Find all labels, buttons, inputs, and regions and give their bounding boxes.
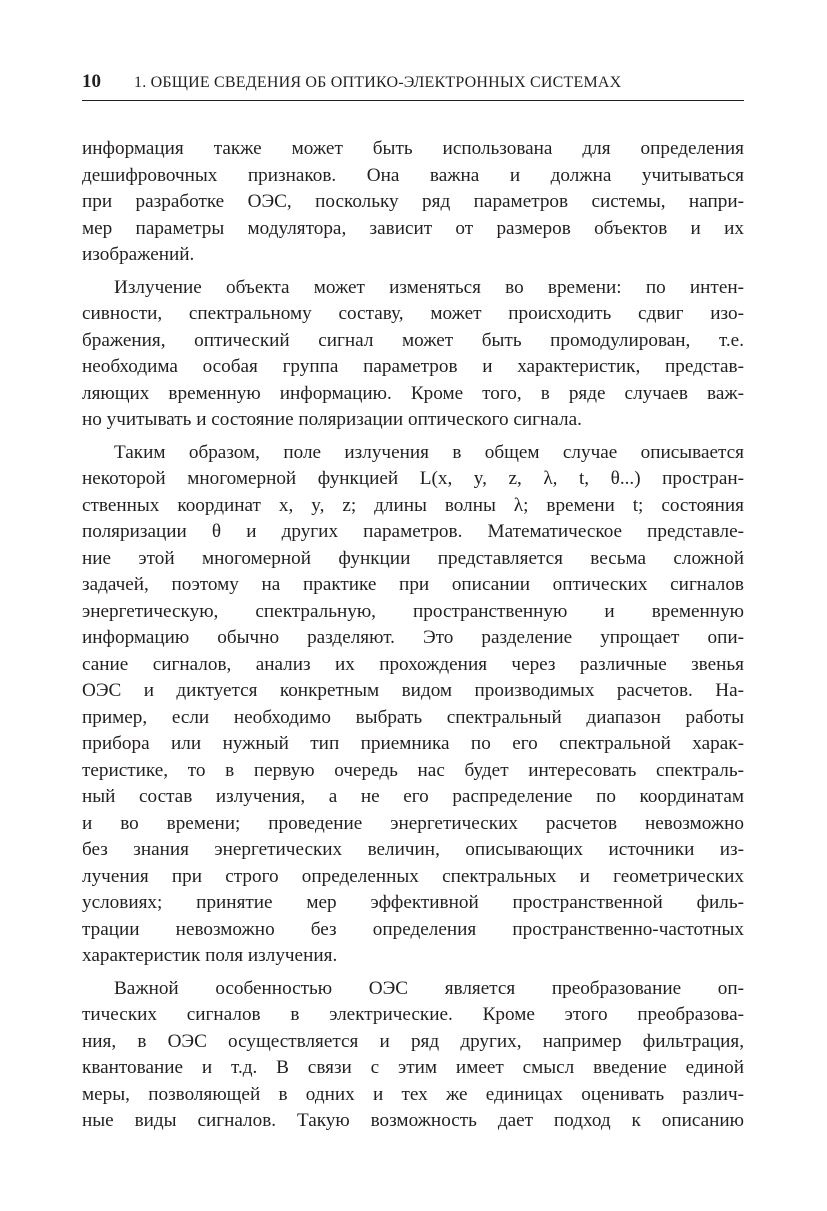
- paragraph: [82, 440, 744, 970]
- page-number: 10: [82, 71, 101, 92]
- text-line: пример, если необходимо выбрать спектральный диапазон работы: [82, 706, 744, 728]
- paragraph: [82, 976, 744, 1135]
- running-header: [82, 70, 744, 101]
- text-line: трации невозможно без определения пространственно-частотных: [82, 918, 744, 940]
- text-line: информация также может быть использована для определения: [82, 138, 744, 159]
- text-line: условиях; принятие мер эффективной пространственной филь-: [82, 892, 744, 913]
- text-line: изображений.: [82, 244, 195, 265]
- text-line: задачей, поэтому на практике при описании оптических сигналов: [82, 574, 744, 595]
- text-line: сание сигналов, анализ их прохождения через различные звенья: [82, 653, 744, 675]
- text-line: и во времени; проведение энергетических расчетов невозможно: [82, 812, 744, 834]
- text-line: квантование и т.д. В связи с этим имеет смысл введение единой: [82, 1057, 744, 1078]
- text-line: ляющих временную информацию. Кроме того, в ряде случаев важ-: [82, 382, 744, 404]
- text-line: некоторой многомерной функцией L(x, y, z, λ, t, θ...) простран-: [82, 468, 744, 489]
- text-line: тических сигналов в электрические. Кроме этого преобразова-: [82, 1004, 744, 1025]
- running-title: 1. ОБЩИЕ СВЕДЕНИЯ ОБ ОПТИКО-ЭЛЕКТРОННЫХ СИСТЕМАХ: [134, 74, 622, 91]
- text-line: Излучение объекта может изменяться во времени: по интен-: [114, 276, 744, 298]
- paragraph: [82, 136, 744, 269]
- text-line: прибора или нужный тип приемника по его спектральной харак-: [82, 733, 744, 754]
- text-line: дешифровочных признаков. Она важна и должна учитываться: [82, 164, 744, 186]
- text-line: ственных координат x, y, z; длины волны λ; времени t; состояния: [82, 494, 744, 516]
- text-line: но учитывать и состояние поляризации оптического сигнала.: [82, 409, 582, 430]
- text-line: ный состав излучения, а не его распределение по координатам: [82, 786, 744, 807]
- text-line: ные виды сигналов. Такую возможность дает подход к описанию: [82, 1110, 744, 1131]
- text-line: мер параметры модулятора, зависит от размеров объектов и их: [82, 217, 744, 239]
- body-text: [82, 136, 744, 1135]
- text-line: ние этой многомерной функции представляется весьма сложной: [82, 547, 744, 569]
- text-line: лучения при строго определенных спектральных и геометрических: [82, 865, 744, 887]
- text-line: ОЭС и диктуется конкретным видом производимых расчетов. На-: [82, 680, 744, 701]
- text-line: теристике, то в первую очередь нас будет интересовать спектраль-: [82, 759, 744, 781]
- text-line: без знания энергетических величин, описывающих источники из-: [82, 839, 744, 860]
- text-line: Таким образом, поле излучения в общем случае описывается: [114, 441, 744, 463]
- text-line: сивности, спектральному составу, может происходить сдвиг изо-: [82, 303, 744, 324]
- text-line: меры, позволяющей в одних и тех же единицах оценивать различ-: [82, 1083, 744, 1105]
- text-line: при разработке ОЭС, поскольку ряд параметров системы, напри-: [82, 191, 744, 212]
- text-line: ния, в ОЭС осуществляется и ряд других, например фильтрация,: [82, 1030, 744, 1052]
- text-line: энергетическую, спектральную, пространственную и временную: [82, 600, 744, 622]
- text-line: бражения, оптический сигнал может быть промодулирован, т.е.: [82, 329, 744, 351]
- text-line: необходима особая группа параметров и характеристик, представ-: [82, 356, 744, 377]
- text-line: информацию обычно разделяют. Это разделение упрощает опи-: [82, 627, 744, 648]
- paragraph: [82, 275, 744, 434]
- text-line: поляризации θ и других параметров. Математическое представле-: [82, 521, 744, 542]
- text-line: характеристик поля излучения.: [82, 945, 338, 966]
- text-line: Важной особенностью ОЭС является преобразование оп-: [114, 977, 744, 999]
